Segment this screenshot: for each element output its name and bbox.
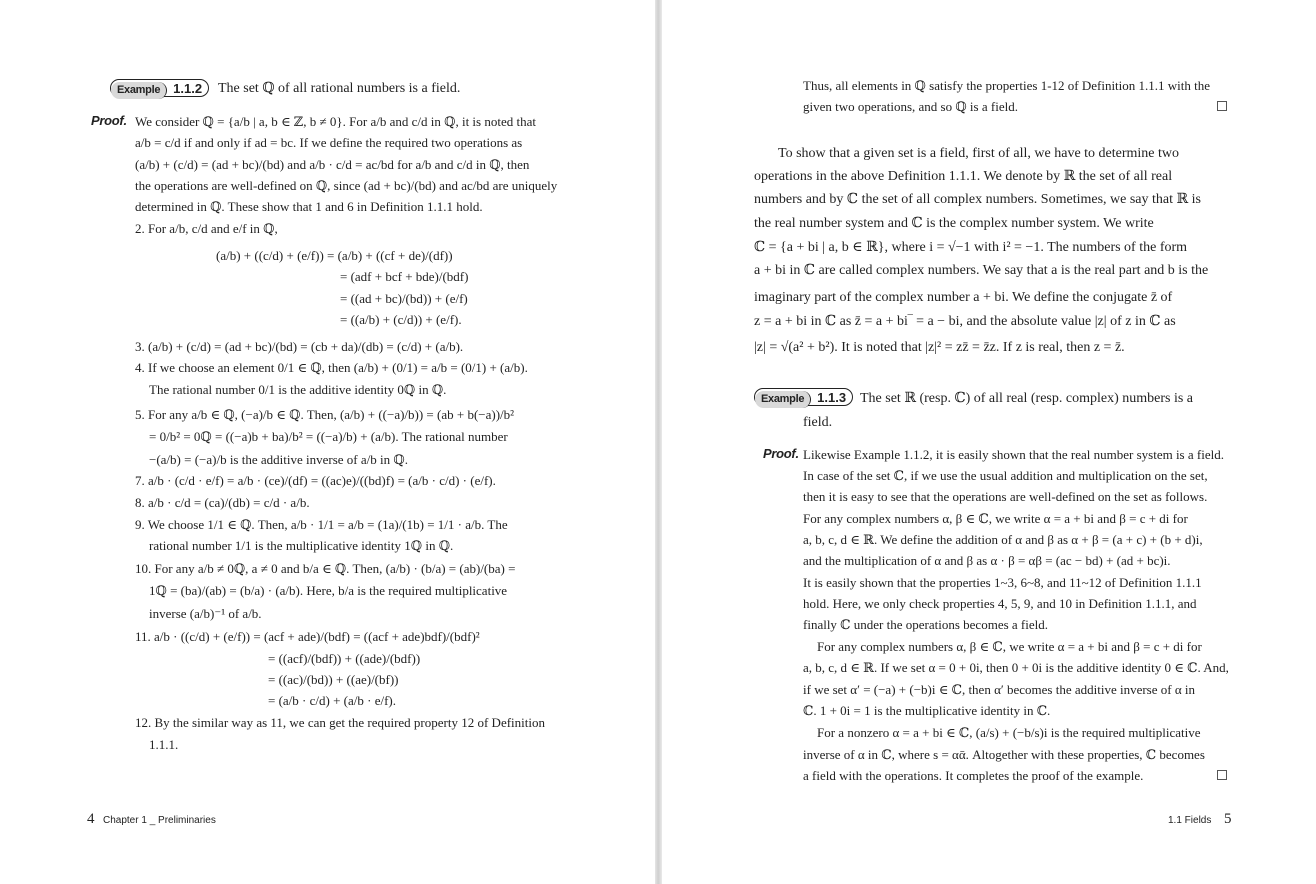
paragraph-line: operations in the above Definition 1.1.1. We denote by ℝ the set of all real — [754, 169, 1173, 184]
equation-line: = ((ac)/(bd)) + ((ae)/(bf)) — [268, 672, 399, 687]
proof-line: the operations are well-defined on ℚ, since (ad + bc)/(bd) and ac/bd are uniquely — [135, 178, 558, 193]
example-badge-word: Example — [111, 82, 167, 99]
paragraph-line: To show that a given set is a field, first of all, we have to determine two — [778, 146, 1180, 161]
left-page — [0, 0, 655, 884]
example-statement: The set ℚ of all rational numbers is a field. — [218, 81, 461, 96]
proof-line: and the multiplication of α and β as α · β = αβ = (ac − bd) + (ad + bc)i. — [803, 553, 1171, 568]
proof-line: For a nonzero α = a + bi ∈ ℂ, (a/s) + (−b/s)i is the required multiplicative — [817, 725, 1201, 740]
proof-line: −(a/b) = (−a)/b is the additive inverse of a/b in ℚ. — [149, 452, 408, 467]
proof-line: inverse of α in ℂ, where s = αᾱ. Altogether with these properties, ℂ becomes — [803, 747, 1205, 762]
equation-line: = ((acf)/(bdf)) + ((ade)/(bdf)) — [268, 651, 421, 666]
proof-line: For any complex numbers α, β ∈ ℂ, we write α = a + bi and β = c + di for — [817, 639, 1202, 654]
proof-line: a field with the operations. It completes the proof of the example. — [803, 768, 1144, 783]
proof-line: a, b, c, d ∈ ℝ. If we set α = 0 + 0i, then 0 + 0i is the additive identity 0 ∈ ℂ. And, — [803, 660, 1229, 675]
proof-line: In case of the set ℂ, if we use the usual addition and multiplication on the set, — [803, 468, 1208, 483]
proof-item: 12. By the similar way as 11, we can get the required property 12 of Definition — [135, 715, 545, 730]
book-gutter — [655, 0, 662, 884]
proof-line: ℂ. 1 + 0i = 1 is the multiplicative identity in ℂ. — [803, 703, 1051, 718]
proof-line: if we set α′ = (−a) + (−b)i ∈ ℂ, then α′ becomes the additive inverse of α in — [803, 682, 1196, 697]
proof-line: = 0/b² = 0ℚ = ((−a)b + ba)/b² = ((−a)/b) + (a/b). The rational number — [149, 429, 508, 444]
paragraph-line: |z| = √(a² + b²). It is noted that |z|² = zz̄ = z̄z. If z is real, then z = z̄. — [754, 340, 1125, 355]
proof-line: a, b, c, d ∈ ℝ. We define the addition of α and β as α + β = (a + c) + (b + d)i, — [803, 532, 1203, 547]
proof-item: 7. a/b · (c/d · e/f) = a/b · (ce)/(df) = ((ac)e)/((bd)f) = (a/b · c/d) · (e/f). — [135, 473, 496, 488]
proof-label: Proof. — [91, 113, 127, 128]
qed-symbol — [1217, 770, 1227, 780]
paragraph-line: z = a + bi in ℂ as z̄ = a + bi‾ = a − bi, and the absolute value |z| of z in ℂ as — [754, 314, 1176, 329]
paragraph-line: imaginary part of the complex number a + bi. We define the conjugate z̄ of — [754, 290, 1173, 305]
proof-line: hold. Here, we only check properties 4, 5, 9, and 10 in Definition 1.1.1, and — [803, 596, 1197, 611]
proof-line: 1.1.1. — [149, 737, 179, 752]
proof-line: rational number 1/1 is the multiplicative identity 1ℚ in ℚ. — [149, 538, 454, 553]
proof-item: 2. For a/b, c/d and e/f in ℚ, — [135, 221, 278, 236]
proof-item: 8. a/b · c/d = (ca)/(db) = c/d · a/b. — [135, 495, 310, 510]
page-number: 4 — [87, 811, 95, 827]
equation-line: = (a/b · c/d) + (a/b · e/f). — [268, 693, 396, 708]
proof-line: determined in ℚ. These show that 1 and 6 in Definition 1.1.1 hold. — [135, 199, 483, 214]
proof-line: given two operations, and so ℚ is a field. — [803, 99, 1018, 114]
paragraph-line: the real number system and ℂ is the complex number system. We write — [754, 216, 1154, 231]
example-badge — [110, 79, 209, 97]
right-page — [662, 0, 1316, 884]
proof-label: Proof. — [763, 446, 799, 461]
example-statement-cont: field. — [803, 415, 833, 430]
paragraph-line: ℂ = {a + bi | a, b ∈ ℝ}, where i = √−1 with i² = −1. The numbers of the form — [754, 240, 1188, 255]
proof-item: 4. If we choose an element 0/1 ∈ ℚ, then (a/b) + (0/1) = a/b = (0/1) + (a/b). — [135, 360, 528, 375]
paragraph-line: a + bi in ℂ are called complex numbers. We say that a is the real part and b is the — [754, 263, 1209, 278]
proof-line: Thus, all elements in ℚ satisfy the properties 1-12 of Definition 1.1.1 with the — [803, 78, 1211, 93]
section-footer: 1.1 Fields — [1168, 815, 1212, 826]
proof-line: The rational number 0/1 is the additive identity 0ℚ in ℚ. — [149, 382, 447, 397]
proof-line: For any complex numbers α, β ∈ ℂ, we write α = a + bi and β = c + di for — [803, 511, 1188, 526]
proof-line: finally ℂ under the operations becomes a field. — [803, 617, 1048, 632]
equation-line: = (adf + bcf + bde)/(bdf) — [340, 269, 469, 284]
proof-line: We consider ℚ = {a/b | a, b ∈ ℤ, b ≠ 0}. For a/b and c/d in ℚ, it is noted that — [135, 114, 536, 129]
proof-line: (a/b) + (c/d) = (ad + bc)/(bd) and a/b · c/d = ac/bd for a/b and c/d in ℚ, then — [135, 157, 530, 172]
example-statement: The set ℝ (resp. ℂ) of all real (resp. complex) numbers is a — [860, 391, 1193, 406]
proof-line: a/b = c/d if and only if ad = bc. If we define the required two operations as — [135, 135, 523, 150]
example-badge — [754, 388, 853, 406]
proof-line: Likewise Example 1.1.2, it is easily shown that the real number system is a field. — [803, 447, 1224, 462]
proof-line: then it is easy to see that the operations are well-defined on the set as follows. — [803, 489, 1208, 504]
paragraph-line: numbers and by ℂ the set of all complex numbers. Sometimes, we say that ℝ is — [754, 192, 1201, 207]
example-badge-number: 1.1.2 — [173, 81, 203, 96]
example-badge-number: 1.1.3 — [817, 390, 847, 405]
page-number: 5 — [1224, 811, 1232, 827]
equation-line: (a/b) + ((c/d) + (e/f)) = (a/b) + ((cf + de)/(df)) — [216, 248, 453, 263]
equation-line: = ((a/b) + (c/d)) + (e/f). — [340, 312, 462, 327]
equation-line: = ((ad + bc)/(bd)) + (e/f) — [340, 291, 468, 306]
proof-item: 3. (a/b) + (c/d) = (ad + bc)/(bd) = (cb + da)/(db) = (c/d) + (a/b). — [135, 339, 464, 354]
proof-item: 11. a/b · ((c/d) + (e/f)) = (acf + ade)/(bdf) = ((acf + ade)bdf)/(bdf)² — [135, 629, 480, 644]
chapter-footer: Chapter 1 _ Preliminaries — [103, 815, 216, 826]
example-badge-word: Example — [755, 391, 811, 408]
proof-line: 1ℚ = (ba)/(ab) = (b/a) · (a/b). Here, b/a is the required multiplicative — [149, 583, 508, 598]
qed-symbol — [1217, 101, 1227, 111]
proof-item: 9. We choose 1/1 ∈ ℚ. Then, a/b · 1/1 = a/b = (1a)/(1b) = 1/1 · a/b. The — [135, 517, 508, 532]
proof-item: 10. For any a/b ≠ 0ℚ, a ≠ 0 and b/a ∈ ℚ. Then, (a/b) · (b/a) = (ab)/(ba) = — [135, 561, 516, 576]
proof-item: 5. For any a/b ∈ ℚ, (−a)/b ∈ ℚ. Then, (a/b) + ((−a)/b)) = (ab + b(−a))/b² — [135, 407, 515, 422]
proof-line: inverse (a/b)⁻¹ of a/b. — [149, 606, 262, 621]
proof-line: It is easily shown that the properties 1~3, 6~8, and 11~12 of Definition 1.1.1 — [803, 575, 1202, 590]
